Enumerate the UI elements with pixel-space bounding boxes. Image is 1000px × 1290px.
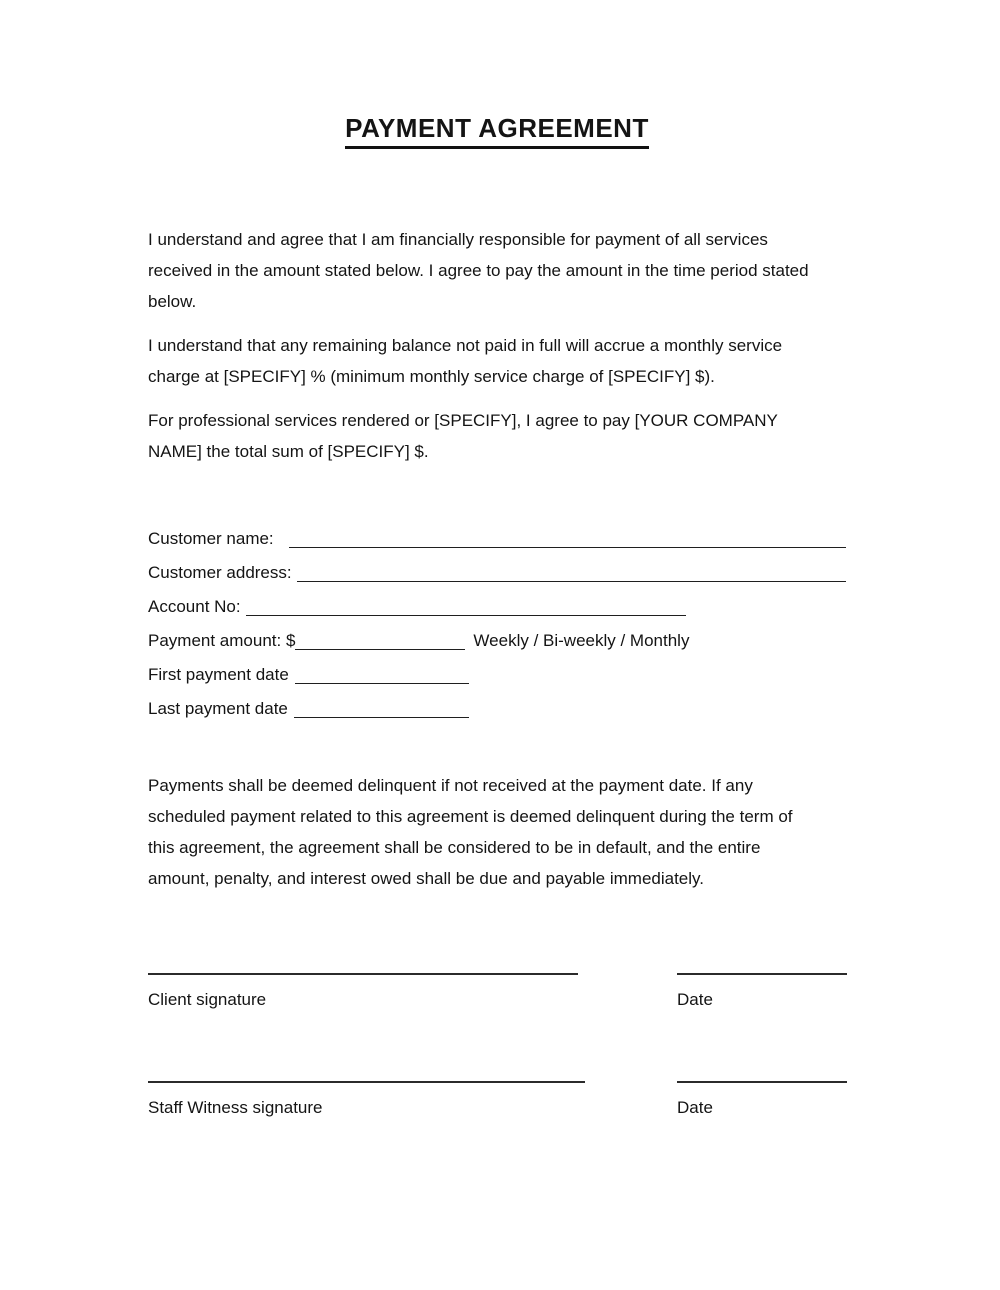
witness-signature-label: Staff Witness signature	[148, 1098, 323, 1117]
paragraph-delinquency	[148, 770, 846, 894]
first-payment-date-input-line[interactable]	[295, 682, 469, 684]
payment-amount-label: Payment amount: $	[148, 631, 296, 650]
witness-signature-block	[148, 1081, 846, 1119]
paragraph-line: Payments shall be deemed delinquent if not received at the payment date. If any	[148, 776, 753, 795]
paragraph-line: below.	[148, 292, 197, 311]
paragraph-service-charge	[148, 330, 846, 392]
client-date-label: Date	[677, 990, 713, 1009]
field-customer-name	[148, 522, 846, 556]
account-no-label: Account No:	[148, 597, 241, 616]
payment-frequency-options: Weekly / Bi-weekly / Monthly	[473, 631, 690, 650]
last-payment-date-label: Last payment date	[148, 699, 288, 718]
customer-name-input-line[interactable]	[289, 546, 846, 548]
payment-amount-input-line[interactable]	[295, 648, 465, 650]
witness-date-line[interactable]	[677, 1081, 847, 1083]
paragraph-line: received in the amount stated below. I agree to pay the amount in the time period stated	[148, 261, 809, 280]
field-account-no	[148, 590, 846, 624]
witness-date-label: Date	[677, 1098, 713, 1117]
client-signature-label: Client signature	[148, 990, 267, 1009]
paragraph-line: I understand and agree that I am financially responsible for payment of all services	[148, 230, 768, 249]
field-customer-address	[148, 556, 846, 590]
paragraph-line: amount, penalty, and interest owed shall be due and payable immediately.	[148, 869, 704, 888]
paragraph-line: For professional services rendered or [SPECIFY], I agree to pay [YOUR COMPANY	[148, 411, 778, 430]
account-no-input-line[interactable]	[246, 614, 686, 616]
paragraph-line: NAME] the total sum of [SPECIFY] $.	[148, 442, 429, 461]
client-date-line[interactable]	[677, 973, 847, 975]
first-payment-date-label: First payment date	[148, 665, 289, 684]
paragraph-line: scheduled payment related to this agreement is deemed delinquent during the term of	[148, 807, 793, 826]
paragraph-responsibility	[148, 224, 846, 317]
paragraph-line: this agreement, the agreement shall be considered to be in default, and the entire	[148, 838, 761, 857]
field-first-payment-date	[148, 658, 846, 692]
form-fields	[148, 522, 846, 726]
customer-name-label: Customer name:	[148, 529, 274, 548]
field-payment-amount	[148, 624, 846, 658]
customer-address-input-line[interactable]	[297, 580, 846, 582]
last-payment-date-input-line[interactable]	[294, 716, 469, 718]
paragraph-total-sum	[148, 405, 846, 467]
witness-signature-line[interactable]	[148, 1081, 585, 1083]
client-signature-block	[148, 973, 846, 1011]
client-signature-line[interactable]	[148, 973, 578, 975]
paragraph-line: I understand that any remaining balance not paid in full will accrue a monthly service	[148, 336, 783, 355]
page-title	[148, 0, 846, 144]
page-title-text: PAYMENT AGREEMENT	[345, 113, 649, 149]
field-last-payment-date	[148, 692, 846, 726]
customer-address-label: Customer address:	[148, 563, 292, 582]
paragraph-line: charge at [SPECIFY] % (minimum monthly service charge of [SPECIFY] $).	[148, 367, 715, 386]
